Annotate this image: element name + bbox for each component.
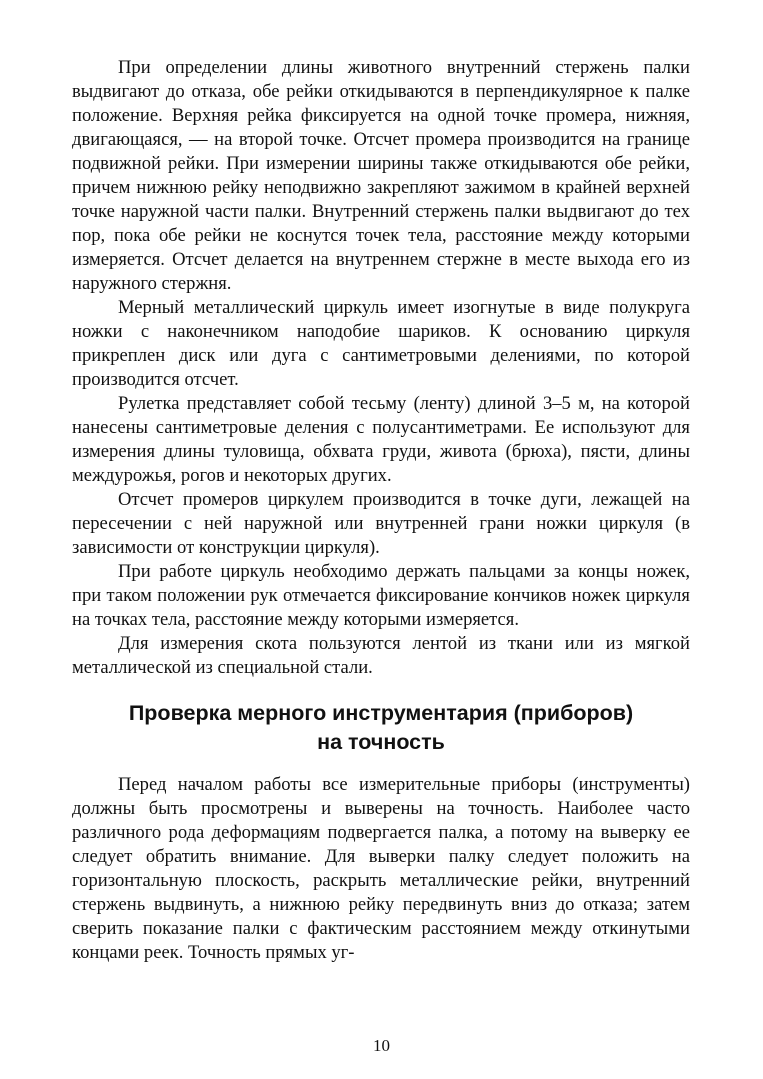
paragraph-caliper-handling: При работе циркуль необходимо держать пальцами за концы ножек, при таком положении рук отмечается фиксирование кончиков ножек циркуля на точках тела, расстояние между которыми измеряется.	[72, 561, 690, 630]
page-number: 10	[373, 1036, 390, 1055]
paragraph-metal-caliper: Мерный металлический циркуль имеет изогнутые в виде полукруга ножки с наконечником наподобие шариков. К основанию циркуля прикреплен диск или дуга с сантиметровыми делениями, по которой производится отсчет.	[72, 297, 690, 390]
paragraph-length-measurement: При определении длины животного внутренний стержень палки выдвигают до отказа, обе рейки откидываются в перпендикулярное к палке положение. Верхняя рейка фиксируется на одной точке промера, нижняя, двигающаяся, — на второй точке. Отсчет промера производится на границе подвижной рейки. При измерении ширины также откидываются обе рейки, причем нижнюю рейку неподвижно закрепляют зажимом в крайней верхней точке наружной части палки. Внутренний стержень палки выдвигают до тех пор, пока обе рейки не коснутся точек тела, расстояние между которыми измеряется. Отсчет делается на внутреннем стержне в месте выхода его из наружного стержня.	[72, 57, 690, 294]
section-heading-line-1: Проверка мерного инструментария (приборов)	[128, 701, 634, 725]
paragraph-cattle-tape: Для измерения скота пользуются лентой из ткани или из мягкой металлической из специальной стали.	[72, 633, 690, 678]
section-heading-line-2: на точность	[317, 730, 445, 754]
paragraph-instrument-check: Перед началом работы все измерительные приборы (инструменты) должны быть просмотрены и выверены на точность. Наиболее часто различного рода деформациям подвергается палка, а потому на выверку ее следует обратить внимание. Для выверки палку следует положить на горизонтальную плоскость, раскрыть металлические рейки, внутренний стержень выдвинуть, а нижнюю рейку передвинуть вниз до отказа; затем сверить показание палки с фактическим расстоянием между откинутыми концами реек. Точность прямых уг-	[72, 774, 690, 963]
paragraph-caliper-reading: Отсчет промеров циркулем производится в точке дуги, лежащей на пересечении с ней наружной или внутренней грани ножки циркуля (в зависимости от конструкции циркуля).	[72, 489, 690, 558]
section-heading	[72, 699, 690, 757]
paragraph-tape-measure: Рулетка представляет собой тесьму (ленту) длиной 3–5 м, на которой нанесены сантиметровые деления с полусантиметрами. Ее используют для измерения длины туловища, обхвата груди, живота (брюха), пясти, длины междурожья, рогов и некоторых других.	[72, 393, 690, 486]
page-body	[72, 56, 690, 965]
